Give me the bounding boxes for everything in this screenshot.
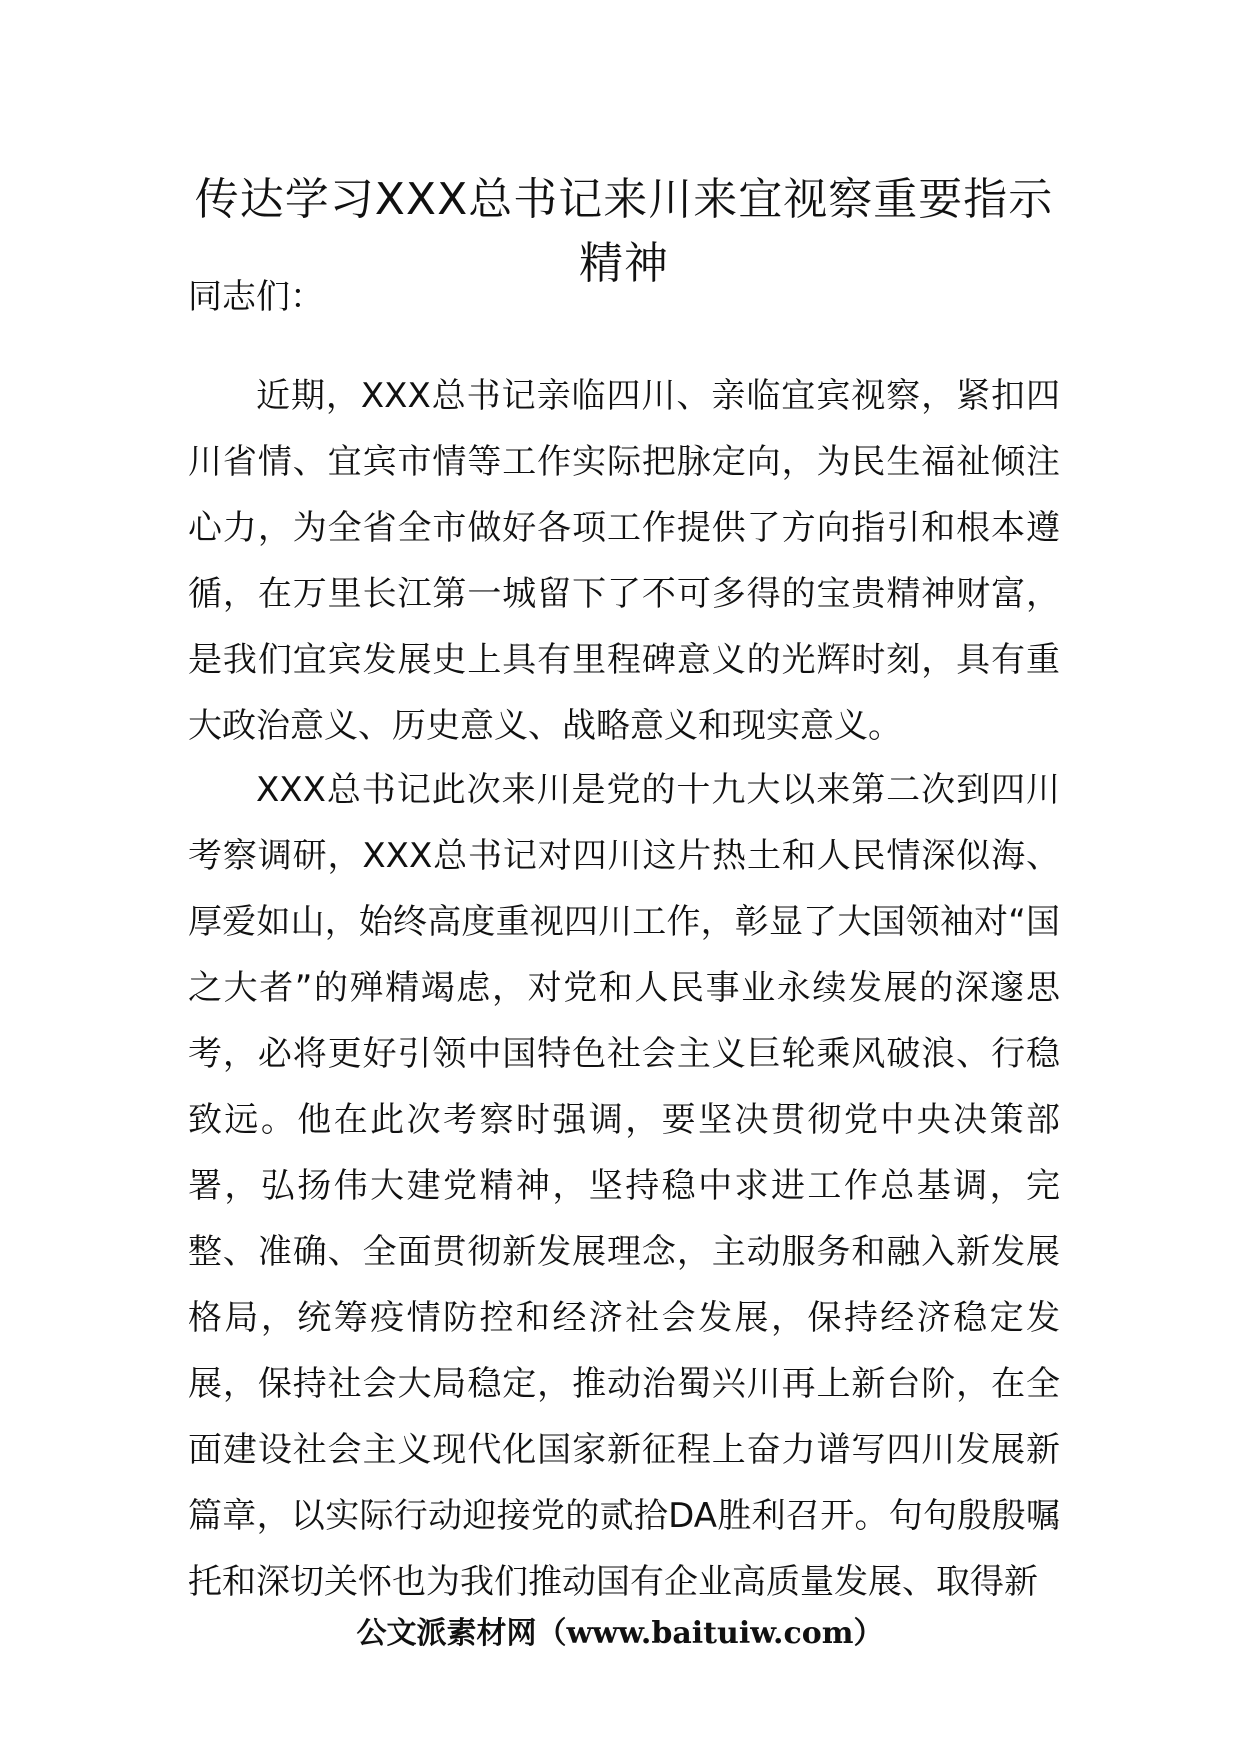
body-paragraph: 近期，XXX总书记亲临四川、亲临宜宾视察，紧扣四川省情、宜宾市情等工作实际把脉定向，为民生福祉倾注心力，为全省全市做好各项工作提供了方向指引和根本遵循，在万里长江第一城留下了不可多得的宝贵精神财富，是我们宜宾发展史上具有里程碑意义的光辉时刻，具有重大政治意义、历史意义、战略意义和现实意义。 [188,376,1060,746]
salutation: 同志们： [188,277,324,317]
footer-watermark: 公文派素材网（www.baituiw.com） [356,1616,884,1651]
document-title: 传达学习XXX总书记来川来宜视察重要指示精神 [194,174,1054,289]
body-paragraph: XXX总书记此次来川是党的十九大以来第二次到四川考察调研，XXX总书记对四川这片热土和人民情深似海、厚爱如山，始终高度重视四川工作，彰显了大国领袖对“国之大者”的殚精竭虑，对党和人民事业永续发展的深邃思考，必将更好引领中国特色社会主义巨轮乘风破浪、行稳致远。他在此次考察时强调，要坚决贯彻党中央决策部署，弘扬伟大建党精神，坚持稳中求进工作总基调，完整、准确、全面贯彻新发展理念，主动服务和融入新发展格局，统筹疫情防控和经济社会发展，保持经济稳定发展，保持社会大局稳定，推动治蜀兴川再上新台阶，在全面建设社会主义现代化国家新征程上奋力谱写四川发展新篇章，以实际行动迎接党的贰拾DA胜利召开。句句殷殷嘱托和深切关怀也为我们推动国有企业高质量发展、取得新 [188,770,1060,1602]
